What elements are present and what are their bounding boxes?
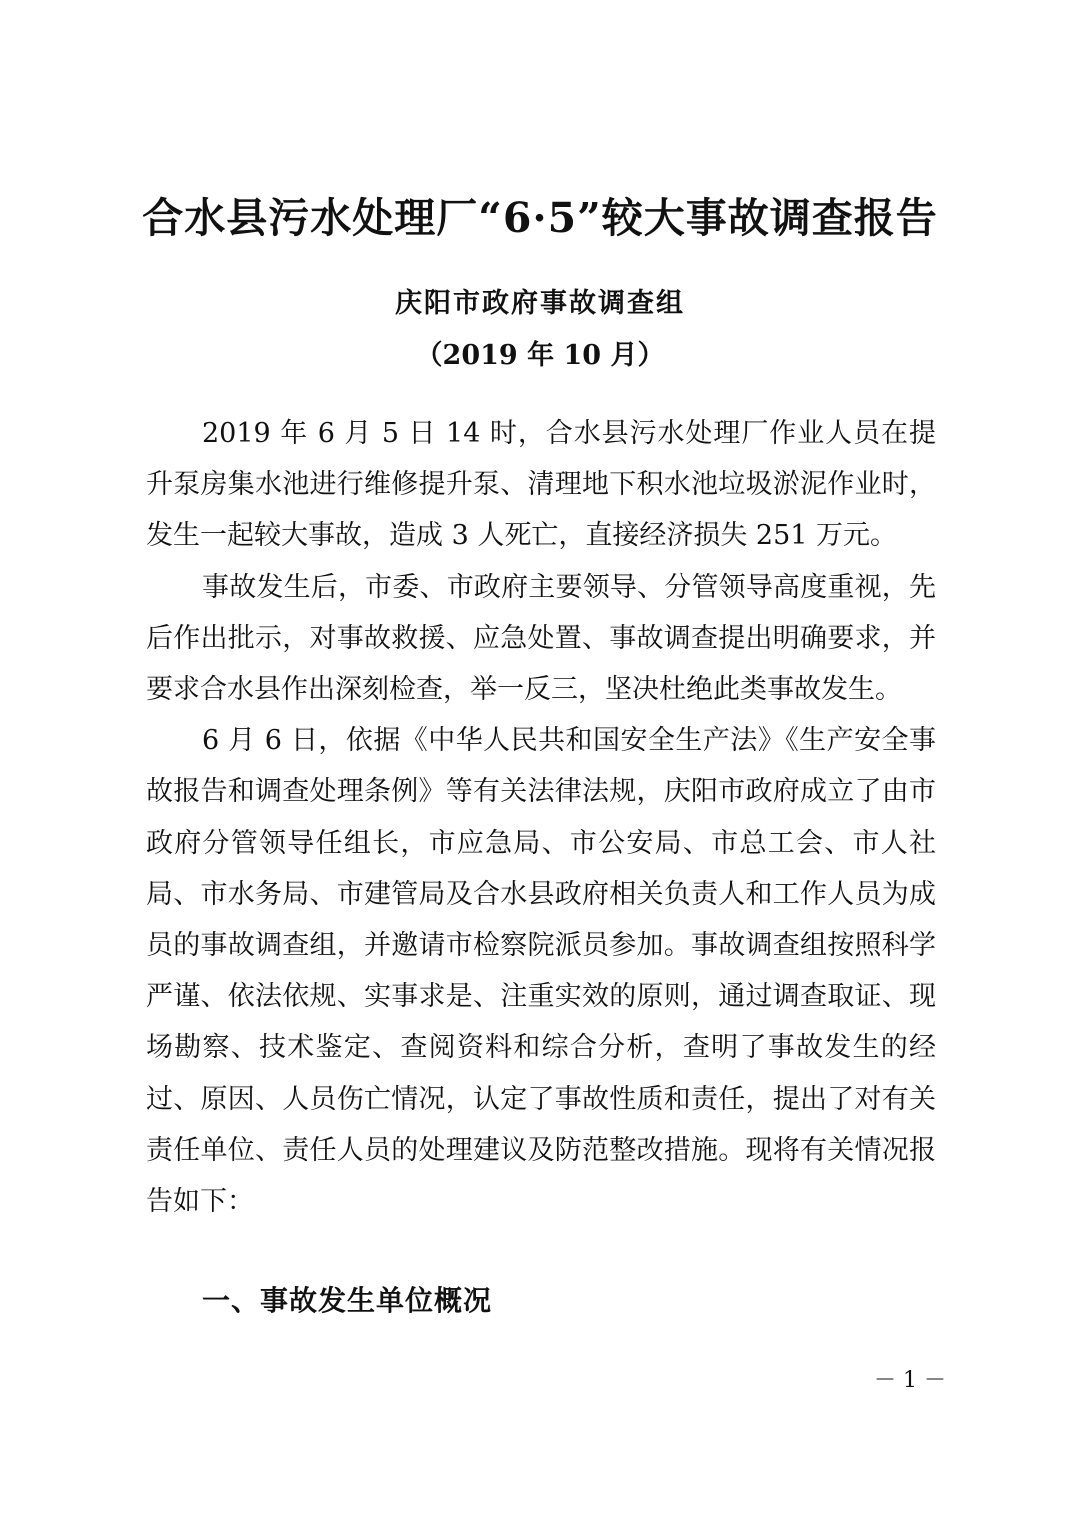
paragraph-government-response: 事故发生后，市委、市政府主要领导、分管领导高度重视，先后作出批示，对事故救援、应急处置、事故调查提出明确要求，并要求合水县作出深刻检查，举一反三，坚决杜绝此类事故发生。	[146, 571, 936, 706]
document-date: （2019 年 10 月）	[415, 340, 665, 371]
paragraph-incident-summary: 2019 年 6 月 5 日 14 时，合水县污水处理厂作业人员在提升泵房集水池进行维修提升泵、清理地下积水池垃圾淤泥作业时，发生一起较大事故，造成 3 人死亡，直接经济损失 251 万元。	[146, 418, 936, 552]
page-number: － 1 －	[874, 1368, 946, 1393]
document-title: 合水县污水处理厂“6·5”较大事故调查报告	[142, 194, 938, 242]
document-author: 庆阳市政府事故调查组	[395, 288, 685, 319]
section-heading: 一、事故发生单位概况	[202, 1284, 493, 1317]
paragraph-investigation-team: 6 月 6 日，依据《中华人民共和国安全生产法》《生产安全事故报告和调查处理条例》等有关法律法规，庆阳市政府成立了由市政府分管领导任组长，市应急局、市公安局、市总工会、市人社局、市水务局、市建管局及合水县政府相关负责人和工作人员为成员的事故调查组，并邀请市检察院派员参加。事故调查组按照科学严谨、依法依规、实事求是、注重实效的原则，通过调查取证、现场勘察、技术鉴定、查阅资料和综合分析，查明了事故发生的经过、原因、人员伤亡情况，认定了事故性质和责任，提出了对有关责任单位、责任人员的处理建议及防范整改措施。现将有关情况报告如下：	[146, 725, 936, 1218]
document-body	[146, 408, 936, 1227]
